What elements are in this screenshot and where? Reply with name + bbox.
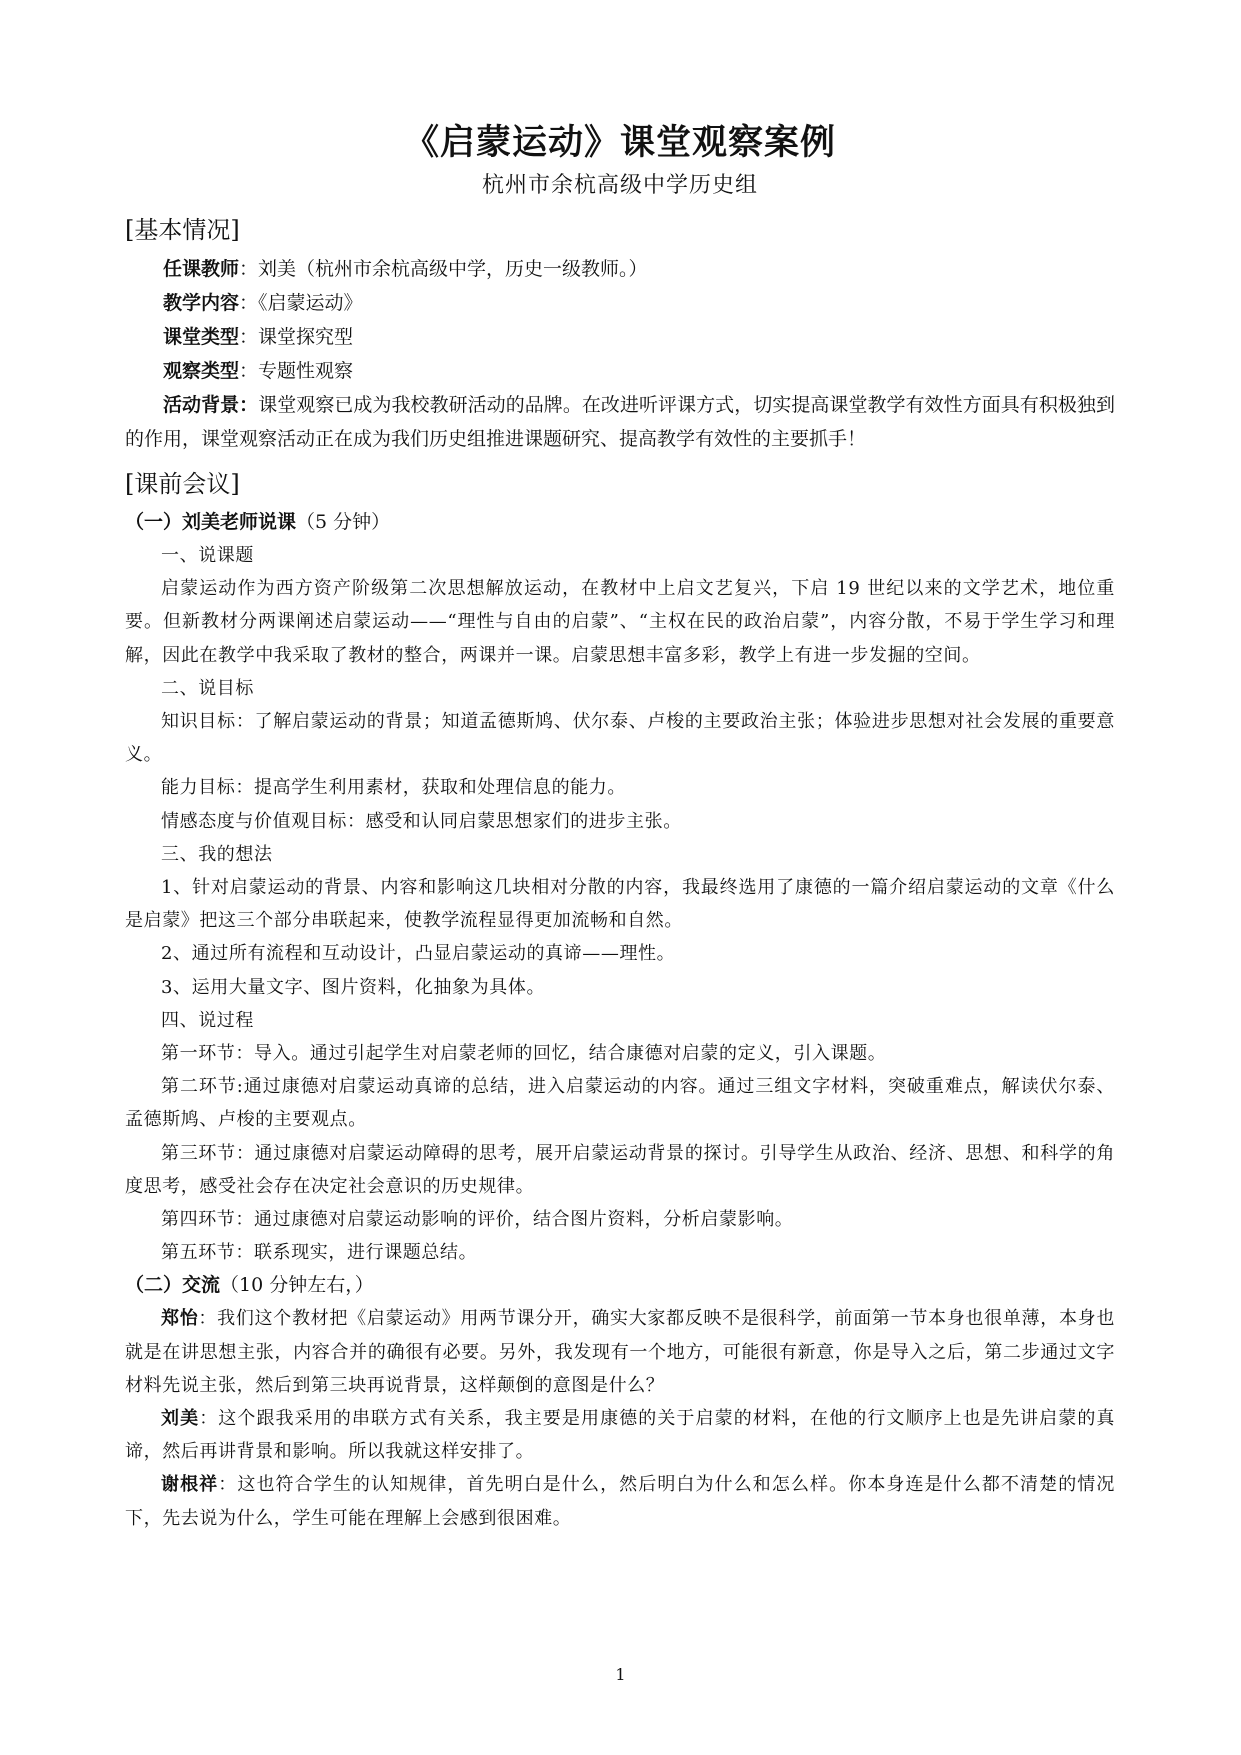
section-heading-basic: [基本情况] — [125, 216, 240, 244]
paragraph: 第五环节：联系现实，进行课题总结。 — [161, 1242, 478, 1264]
page-content — [125, 118, 1115, 1535]
info-label: 任课教师 — [163, 258, 240, 280]
info-value: ：刘美（杭州市余杭高级中学，历史一级教师。） — [239, 258, 648, 280]
speaker-name: 刘美 — [161, 1408, 200, 1430]
page-title: 《启蒙运动》课堂观察案例 — [403, 123, 836, 163]
paragraph: 启蒙运动作为西方资产阶级第二次思想解放运动，在教材中上启文艺复兴，下启 19 世纪以来的文学艺术，地位重要。但新教材分两课阐述启蒙运动——“理性与自由的启蒙”、“主权在民的政治启蒙”，内容分散，不易于学生学习和理解，因此在教学中我采取了教材的整合，两课并一课。启蒙思想丰富多彩，教学上有进一步发掘的空间。 — [125, 578, 1115, 666]
subsection-title: （二）交流 — [125, 1274, 221, 1297]
subsection-time: （5 分钟） — [296, 511, 391, 533]
speaker-text: ：这也符合学生的认知规律，首先明白是什么，然后明白为什么和怎么样。你本身连是什么都不清楚的情况下，先去说为什么，学生可能在理解上会感到很困难。 — [125, 1474, 1115, 1529]
paragraph: 第二环节:通过康德对启蒙运动真谛的总结，进入启蒙运动的内容。通过三组文字材料，突破重难点，解读伏尔泰、孟德斯鸠、卢梭的主要观点。 — [125, 1076, 1115, 1131]
info-label: 教学内容 — [163, 292, 240, 314]
paragraph: 第四环节：通过康德对启蒙运动影响的评价，结合图片资料，分析启蒙影响。 — [161, 1209, 794, 1231]
paragraph: 知识目标：了解启蒙运动的背景；知道孟德斯鸠、伏尔泰、卢梭的主要政治主张；体验进步思想对社会发展的重要意义。 — [125, 711, 1115, 766]
page-number: 1 — [615, 1665, 626, 1684]
info-value: 课堂观察已成为我校教研活动的品牌。在改进听评课方式，切实提高课堂教学有效性方面具有积极独到的作用，课堂观察活动正在成为我们历史组推进课题研究、提高教学有效性的主要抓手！ — [125, 394, 1115, 450]
info-value: ：《启蒙运动》 — [239, 292, 363, 314]
paragraph: 第一环节：导入。通过引起学生对启蒙老师的回忆，结合康德对启蒙的定义，引入课题。 — [161, 1043, 887, 1065]
paragraph: 一、说课题 — [161, 545, 254, 566]
subsection-discussion — [125, 1269, 1115, 1302]
paragraph: 第三环节：通过康德对启蒙运动障碍的思考，展开启蒙运动背景的探讨。引导学生从政治、经济、思想、和科学的角度思考，感受社会存在决定社会意识的历史规律。 — [125, 1142, 1115, 1197]
speaker-text: ：我们这个教材把《启蒙运动》用两节课分开，确实大家都反映不是很科学，前面第一节本身也很单薄，本身也就是在讲思想主张，内容合并的确很有必要。另外，我发现有一个地方，可能很有新意，你是导入之后，第二步通过文字材料先说主张，然后到第三块再说背景，这样颠倒的意图是什么？ — [125, 1308, 1115, 1396]
info-label: 课堂类型 — [163, 326, 240, 348]
info-observation-type — [125, 354, 1115, 388]
info-value: ：专题性观察 — [239, 360, 354, 382]
info-value: ：课堂探究型 — [239, 326, 354, 348]
paragraph: 三、我的想法 — [161, 843, 273, 865]
dialogue-entry — [125, 1402, 1115, 1468]
info-class-type — [125, 320, 1115, 354]
info-label: 观察类型 — [163, 360, 240, 382]
speaker-text: ：这个跟我采用的串联方式有关系，我主要是用康德的关于启蒙的材料，在他的行文顺序上也是先讲启蒙的真谛，然后再讲背景和影响。所以我就这样安排了。 — [125, 1408, 1116, 1463]
paragraph: 能力目标：提高学生利用素材，获取和处理信息的能力。 — [161, 777, 626, 799]
speaker-name: 谢根祥 — [161, 1474, 219, 1496]
section-heading-meeting: [课前会议] — [125, 470, 240, 498]
page-subtitle: 杭州市余杭高级中学历史组 — [481, 173, 758, 198]
speaker-name: 郑怡 — [161, 1308, 199, 1330]
subsection-time: （10 分钟左右，） — [220, 1274, 374, 1297]
paragraph: 1、针对启蒙运动的背景、内容和影响这几块相对分散的内容，我最终选用了康德的一篇介绍启蒙运动的文章《什么是启蒙》把这三个部分串联起来，使教学流程显得更加流畅和自然。 — [125, 877, 1115, 932]
dialogue-entry — [125, 1468, 1115, 1534]
subsection-title: （一）刘美老师说课 — [125, 511, 297, 533]
info-teacher — [125, 252, 1115, 286]
info-background — [125, 388, 1115, 456]
paragraph: 3、运用大量文字、图片资料，化抽象为具体。 — [161, 976, 546, 998]
subsection-lecture — [125, 506, 1115, 539]
dialogue-entry — [125, 1302, 1115, 1402]
paragraph: 二、说目标 — [161, 677, 254, 699]
paragraph: 四、说过程 — [161, 1009, 254, 1031]
paragraph: 2、通过所有流程和互动设计，凸显启蒙运动的真谛——理性。 — [161, 943, 676, 965]
paragraph: 情感态度与价值观目标：感受和认同启蒙思想家们的进步主张。 — [161, 810, 682, 832]
info-label: 活动背景： — [163, 394, 259, 416]
info-content — [125, 286, 1115, 320]
